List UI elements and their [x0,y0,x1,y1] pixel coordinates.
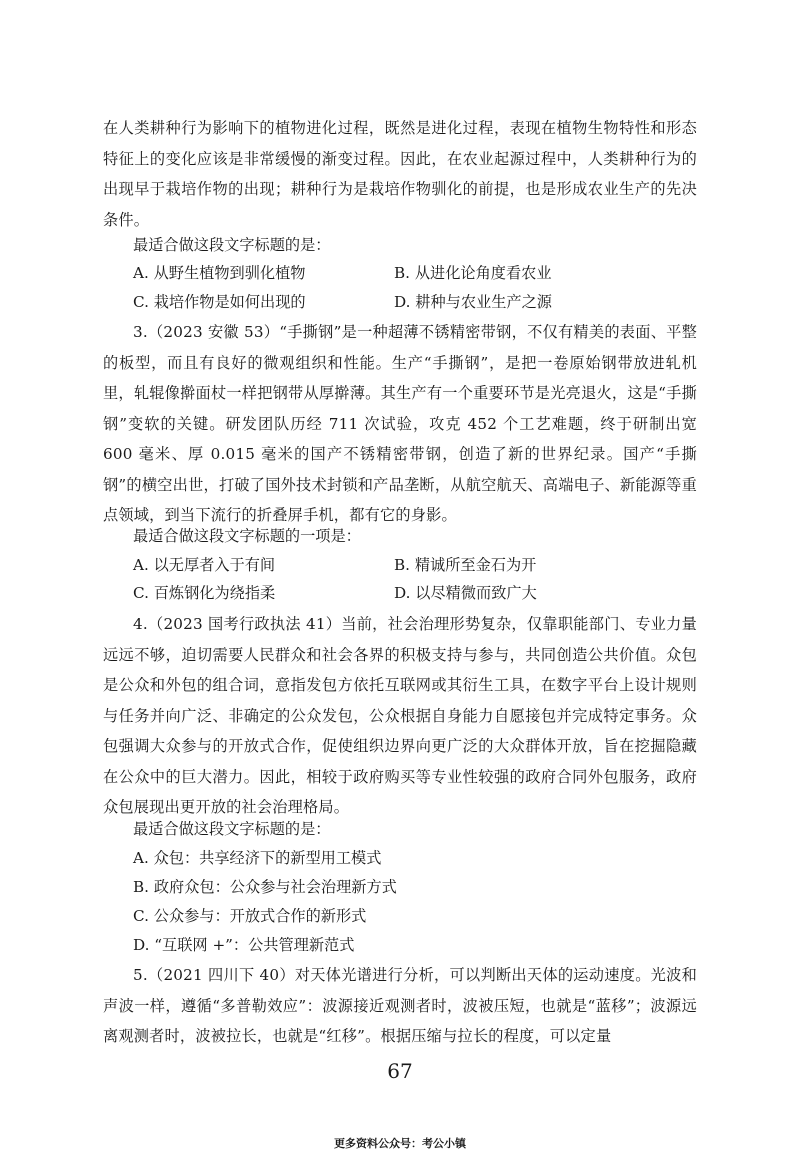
q2-prompt: 最适合做这段文字标题的是： [133,236,331,254]
footer-note: 更多资料公众号：考公小镇 [334,1137,466,1150]
q4-option-d: D. “互联网 +”：公共管理新范式 [133,936,355,954]
q2-option-c: C. 栽培作物是如何出现的 [133,293,306,311]
q3-option-a: A. 以无厚者入于有间 [133,556,276,574]
intro-paragraph: 在人类耕种行为影响下的植物进化过程，既然是进化过程，表现在植物生物特性和形态特征上的变化应该是非常缓慢的渐变过程。因此，在农业起源过程中，人类耕种行为的出现早于栽培作物的出现；耕种行为是栽培作物驯化的前提，也是形成农业生产的先决条件。 [103,119,697,229]
q3-prompt: 最适合做这段文字标题的一项是： [133,527,361,545]
q4-prompt: 最适合做这段文字标题的是： [133,820,331,838]
q3-option-b: B. 精诚所至金石为开 [394,556,537,574]
q2-option-a: A. 从野生植物到驯化植物 [133,264,306,282]
q3-option-d: D. 以尽精微而致广大 [394,584,537,602]
q4-option-a: A. 众包：共享经济下的新型用工模式 [133,849,382,867]
q4-option-b: B. 政府众包：公众参与社会治理新方式 [133,878,397,896]
q4-option-c: C. 公众参与：开放式合作的新形式 [133,907,367,925]
q5-paragraph: 5.（2021 四川下 40）对天体光谱进行分析，可以判断出天体的运动速度。光波和声波一样，遵循“多普勒效应”：波源接近观测者时，波被压短，也就是“蓝移”；波源远离观测者时，波被拉长，也就是“红移”。根据压缩与拉长的程度，可以定量 [103,966,697,1045]
q4-paragraph: 4.（2023 国考行政执法 41）当前，社会治理形势复杂，仅靠职能部门、专业力量远远不够，迫切需要人民群众和社会各界的积极支持与参与，共同创造公共价值。众包是公众和外包的组合词，意指发包方依托互联网或其衍生工具，在数字平台上设计规则与任务并向广泛、非确定的公众发包，公众根据自身能力自愿接包并完成特定事务。众包强调大众参与的开放式合作，促使组织边界向更广泛的大众群体开放，旨在挖掘隐藏在公众中的巨大潜力。因此，相较于政府购买等专业性较强的政府合同外包服务，政府众包展现出更开放的社会治理格局。 [103,615,697,816]
q2-option-d: D. 耕种与农业生产之源 [394,293,552,311]
q3-paragraph: 3.（2023 安徽 53）“手撕钢”是一种超薄不锈精密带钢，不仅有精美的表面、平整的板型，而且有良好的微观组织和性能。生产“手撕钢”，是把一卷原始钢带放进轧机里，轧辊像擀面杖一样把钢带从厚擀薄。其生产有一个重要环节是光亮退火，这是“手撕钢”变软的关键。研发团队历经 711 次试验，攻克 452 个工艺难题，终于研制出宽 600 毫米、厚 0.015 毫米的国产不锈精密带钢，创造了新的世界纪录。国产“手撕钢”的横空出世，打破了国外技术封锁和产品垄断，从航空航天、高端电子、新能源等重点领域，到当下流行的折叠屏手机，都有它的身影。 [103,323,697,524]
page-number: 67 [387,1059,413,1083]
q3-option-c: C. 百炼钢化为绕指柔 [133,584,276,602]
q2-option-b: B. 从进化论角度看农业 [394,264,552,282]
